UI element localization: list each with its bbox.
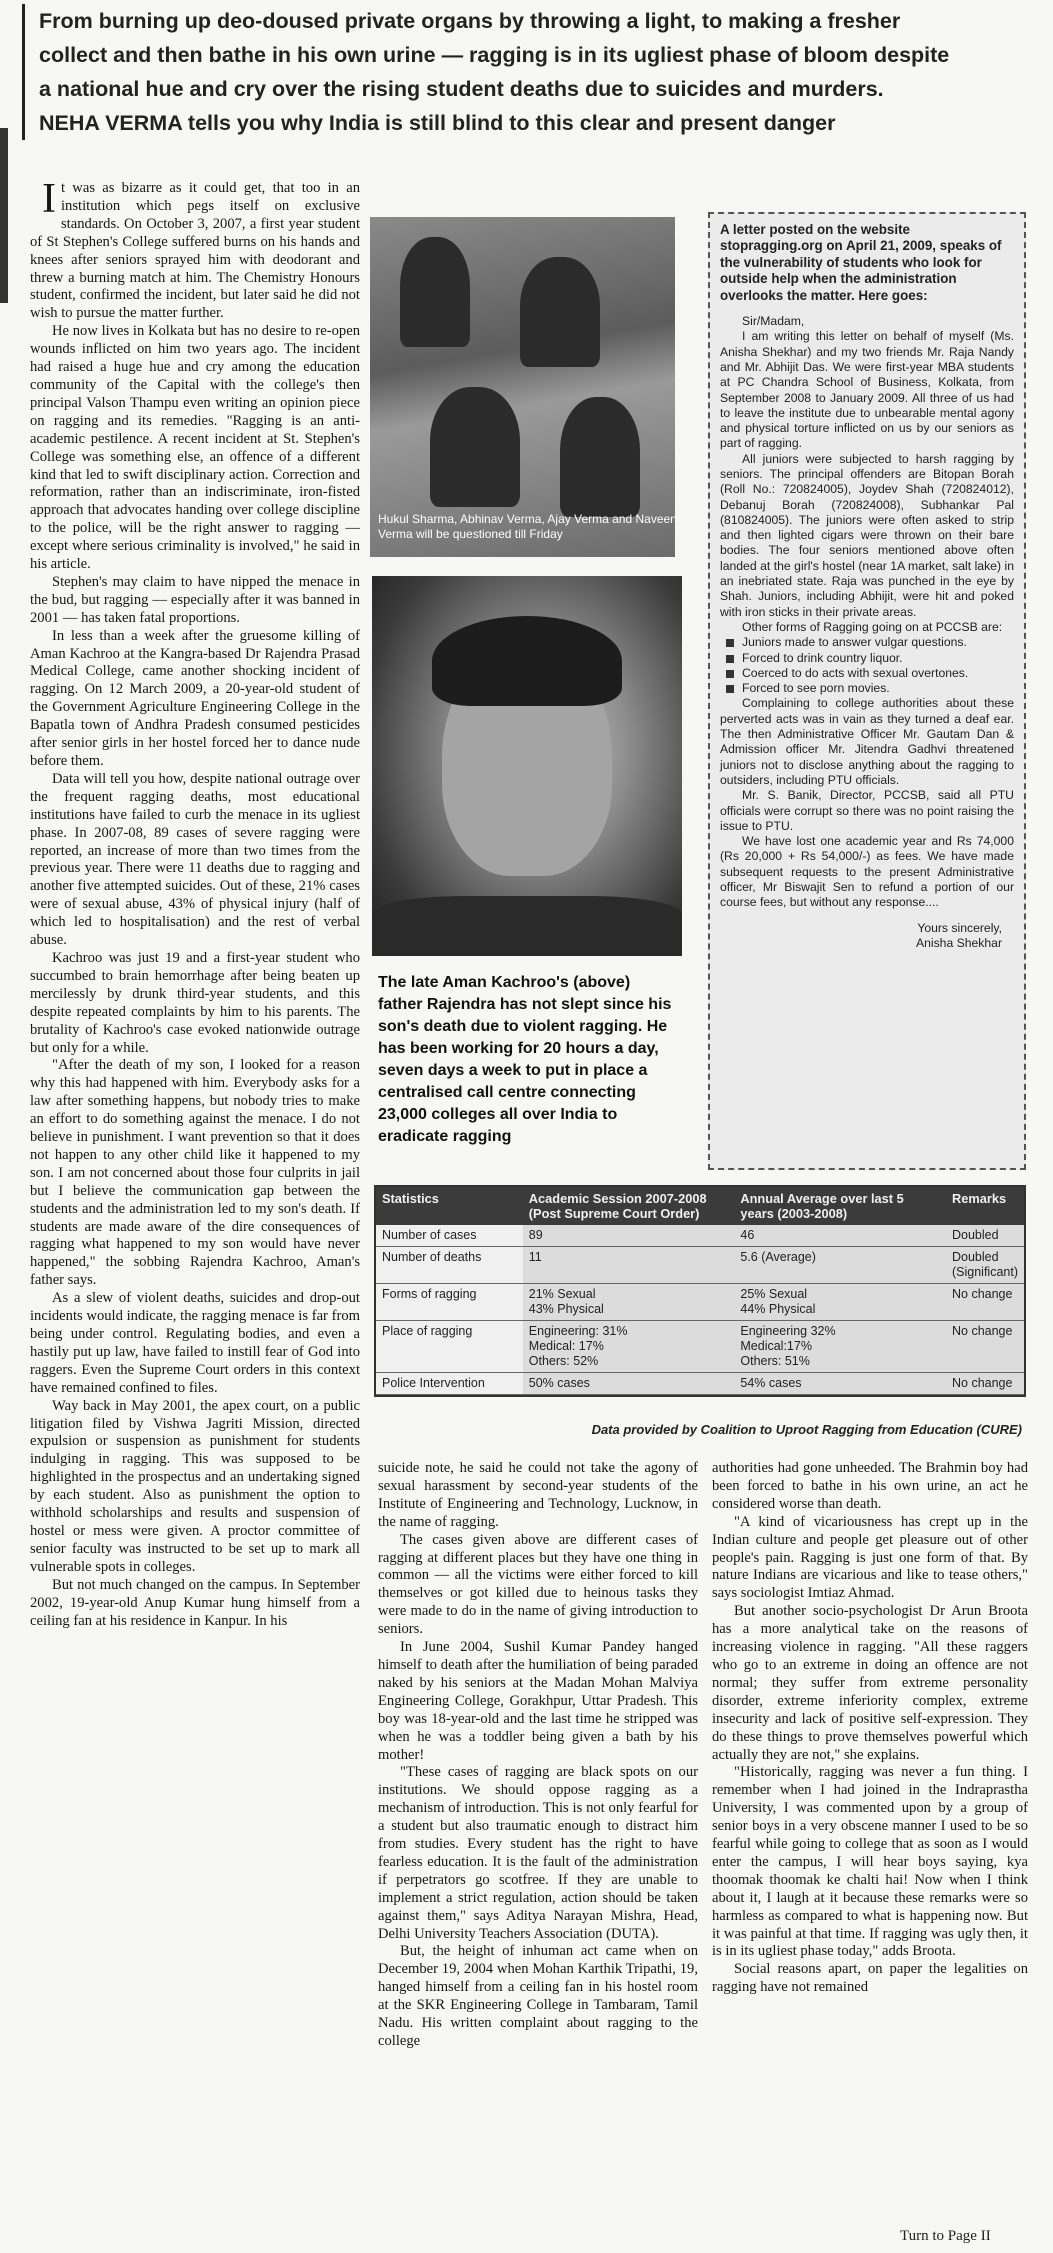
column-header: Remarks (946, 1187, 1024, 1225)
table-cell: No change (946, 1284, 1024, 1321)
article-paragraph: Stephen's may claim to have nipped the menace in the bud, but ragging — especially after it was banned in 2001 — has taken fatal proportions. (30, 573, 360, 626)
photo-figure (400, 237, 470, 347)
photo-figure (520, 257, 600, 367)
table-cell: 46 (734, 1225, 946, 1247)
table-cell: 25% Sexual 44% Physical (734, 1284, 946, 1321)
table-cell: Engineering: 31% Medical: 17% Others: 52% (523, 1321, 735, 1373)
letter-paragraph: We have lost one academic year and Rs 74,000 (Rs 20,000 + Rs 54,000/-) as fees. We have made subsequent requests to the present Administrative officer, Mr Biswajit Sen to refund a portion of our course fees, but without any response.... (720, 834, 1014, 910)
article-paragraph: But not much changed on the campus. In September 2002, 19-year-old Anup Kumar hung himself from a ceiling fan at his residence in Kanpur. In his (30, 1576, 360, 1629)
photo-shoulders (372, 896, 682, 956)
table-cell: 89 (523, 1225, 735, 1247)
article-column-2 (378, 1460, 698, 2240)
ragging-forms-list (720, 635, 1014, 696)
letter-salutation: Sir/Madam, (742, 314, 805, 329)
paragraph-text: t was as bizarre as it could get, that too in an institution which pegs itself on exclusive standards. On October 3, 2007, a first year student of St Stephen's College suffered burns on his hands and knees after seniors sprayed him with deodorant and threw a burning match at him. The Chemistry Honours student, confirmed the incident, but later said he did not wish to pursue the matter further. (30, 180, 360, 322)
letter-paragraph: All juniors were subjected to harsh ragging by seniors. The principal offenders are Bitopan Borah (Roll No.: 720824005), Joydev Shah (720824012), Debanuj Borah (720824008), Subhankar Pal (810824005). The juniors were often asked to strip and then lighted cigars were thrown on their bare bodies. The four seniors mentioned above often landed at the girl's hostel (near 1A market, salt lake) in an inebriated state. Raja was punched in the eye by Shah. Juniors, including Abhijit, were hit and poked with iron sticks in their private areas. (720, 451, 1014, 619)
letter-closing: Yours sincerely, (917, 920, 1002, 935)
photo-hair (432, 616, 622, 706)
letter-paragraph: Mr. S. Banik, Director, PCCSB, said all PTU officials were corrupt so there was no point raising the issue to PTU. (720, 788, 1014, 833)
table-row (376, 1321, 1024, 1373)
table-source-note: Data provided by Coalition to Uproot Ragging from Education (CURE) (591, 1422, 1022, 1437)
statistics-table (374, 1185, 1026, 1397)
list-item: Coerced to do acts with sexual overtones. (742, 666, 1014, 681)
photo-figure (430, 387, 520, 507)
intro-line: a national hue and cry over the rising student deaths due to suicides and murders. (39, 77, 884, 101)
table-cell: 54% cases (734, 1373, 946, 1395)
list-item: Forced to see porn movies. (742, 681, 1014, 696)
column-header: Academic Session 2007-2008 (Post Supreme Court Order) (523, 1187, 735, 1225)
row-label-cell: Number of deaths (376, 1247, 523, 1284)
row-label-cell: Police Intervention (376, 1373, 523, 1395)
letter-signature: Anisha Shekhar (915, 935, 1002, 950)
column-header: Annual Average over last 5 years (2003-2008) (734, 1187, 946, 1225)
article-paragraph: "A kind of vicariousness has crept up in the Indian culture and people get pleasure out of other people's pain. Ragging is just one form of that. By nature Indians are vicarious and like to tease others," says sociologist Imtiaz Ahmad. (712, 1513, 1028, 1602)
article-paragraph: Data will tell you how, despite national outrage over the frequent ragging deaths, most educational institutions have failed to curb the menace in its ugliest phase. In 2007-08, 89 cases of severe ragging were reported, an increase of more than two times from the previous year. There were 11 deaths due to ragging and another five attempted suicides. Out of these, 21% cases were of sexual abuse, 43% of physical injury (half of which led to hospitalisation) and the rest of verbal abuse. (30, 770, 360, 949)
letter-heading: A letter posted on the website stopragging.org on April 21, 2009, speaks of the vulnerability of students who look for outside help when the administration overlooks the matter. Here goes: (720, 222, 1002, 303)
photo2-caption: The late Aman Kachroo's (above) father Rajendra has not slept since his son's death due to violent ragging. He has been working for 20 hours a day, seven days a week to put in place a centralised call centre connecting 23,000 colleges all over India to eradicate ragging (378, 974, 672, 1145)
continuation-note: Turn to Page II (900, 2228, 991, 2244)
table-cell: 11 (523, 1247, 735, 1284)
row-label-cell: Number of cases (376, 1225, 523, 1247)
article-paragraph: Social reasons apart, on paper the legalities on ragging have not remained (712, 1961, 1028, 1996)
article-paragraph: "These cases of ragging are black spots on our institutions. We should oppose ragging as a mechanism of introduction. This is not only fearful for a student but also traumatic enough to distract him from studies. Every student has the right to have fearless education. It is the fault of the administration if perpetrators go scotfree. If they are unable to implement a strict regulation, action should be taken against them," says Aditya Narayan Mishra, Head, Delhi University Teachers Association (DUTA). (378, 1764, 698, 1942)
letter-paragraph: Complaining to college authorities about these perverted acts was in vain as they turned a deaf ear. The then Administrative Officer Mr. Gautam Dan & Admission officer Mr. Jitendra Gadhvi threatened juniors not to disclose anything about the ragging to outsiders, including PTU officials. (720, 696, 1014, 787)
list-item: Forced to drink country liquor. (742, 651, 1014, 666)
table-cell: Doubled (Significant) (946, 1247, 1024, 1284)
intro-line: collect and then bathe in his own urine — ragging is in its ugliest phase of bloom despite (39, 43, 950, 67)
article-paragraph (30, 180, 360, 323)
aman-kachroo-photo (372, 576, 682, 956)
table-row (376, 1247, 1024, 1284)
intro-line: From burning up deo-doused private organs by throwing a light, to making a fresher (39, 9, 901, 33)
article-paragraph: In June 2004, Sushil Kumar Pandey hanged himself to death after the humiliation of being paraded naked by his seniors at the Madan Mohan Malviya Engineering College, Gorakhpur, Uttar Pradesh. This boy was 18-year-old and the last time he stripped was when he was a toddler being given a bath by his mother! (378, 1639, 698, 1763)
article-paragraph: suicide note, he said he could not take the agony of sexual harassment by second-year students of the Institute of Engineering and Technology, Lucknow, in the name of ragging. (378, 1460, 698, 1530)
intro-line-byline: NEHA VERMA tells you why India is still blind to this clear and present danger (39, 111, 836, 135)
row-label-cell: Place of ragging (376, 1321, 523, 1373)
article-column-1 (30, 180, 360, 2230)
table-cell: 21% Sexual 43% Physical (523, 1284, 735, 1321)
list-item: Juniors made to answer vulgar questions. (742, 635, 1014, 650)
photo-figure (560, 397, 640, 517)
article-paragraph: But another socio-psychologist Dr Arun Broota has a more analytical take on the reasons of increasing violence in ragging. "All these raggers who go to an extreme in doing an offence are not normal; they suffer from extreme personality disorder, extreme inferiority complex, extreme insecurity and lack of positive self-expression. They do these things to prove themselves powerful which actually they are not," she explains. (712, 1603, 1028, 1763)
table-cell: 5.6 (Average) (734, 1247, 946, 1284)
article-paragraph: He now lives in Kolkata but has no desire to re-open wounds inflicted on him two years ago. The incident had raised a huge hue and cry among the education community of the Capital with the college's then principal Valson Thampu even writing an opinion piece on ragging and its remedies. "Ragging is an anti-academic pestilence. A recent incident at St. Stephen's College was something else, an offence of a different kind that led to swift disciplinary action. Correction and reformation, rather than an indiscriminate, iron-fisted approach that advocates handing over college discipline to the police, will be the right answer to ragging — except where serious criminality is involved," he said in his article. (30, 323, 360, 573)
table-row (376, 1225, 1024, 1247)
article-paragraph: Way back in May 2001, the apex court, on a public litigation filed by Vishwa Jagriti Mission, directed expulsion or suspension as punishment for students indulging in ragging. This was supposed to be highlighted in the prospectus and an undertaking signed by each student. Also as punishment the option to withhold scholarships and results and suspension of hostel or mess were given. A proctor committee of senior faculty was instructed to be set up to mark all vulnerable spots in colleges. (30, 1397, 360, 1575)
article-paragraph: authorities had gone unheeded. The Brahmin boy had been forced to bathe in his own urine, an act he considered worse than death. (712, 1460, 1028, 1512)
article-paragraph: The cases given above are different cases of ragging at different places but they have one thing in common — all the victims were either forced to kill themselves or got killed due to heinous tasks they were made to do in the name of giving introduction to seniors. (378, 1531, 698, 1638)
article-column-3 (712, 1460, 1028, 2218)
article-paragraph: In less than a week after the gruesome killing of Aman Kachroo at the Kangra-based Dr Rajendra Prasad Medical College, came another shocking incident of ragging. On 12 March 2009, a 20-year-old student of the Government Agriculture Engineering College in the Bapatla town of Andhra Pradesh consumed pesticides after senior girls in her hostel forced her to dance nude before them. (30, 627, 360, 769)
article-paragraph: But, the height of inhuman act came when on December 19, 2004 when Mohan Karthik Tripathi, 19, hanged himself from a ceiling fan in his hostel room at the SKR Engineering College in Tambaram, Tamil Nadu. His written complaint about ragging to the college (378, 1943, 698, 2049)
table-cell: 50% cases (523, 1373, 735, 1395)
suspects-photo (370, 217, 675, 557)
letter-paragraph: Other forms of Ragging going on at PCCSB are: (742, 619, 1003, 634)
column-header: Statistics (376, 1187, 523, 1225)
table-cell: No change (946, 1321, 1024, 1373)
article-paragraph: "Historically, ragging was never a fun thing. I remember when I had joined in the Indraprastha University, I was commented upon by a group of senior boys in a very obscene manner I used to be so fearful while going to college that as soon as I would enter the campus, I will hear boys saying, kya thoomak thoomak ke chalti hai! Now when I think about it, I laugh at it because these remarks were so harmless as compared to what is happening now. But it was painful at that time. If ragging was ugly then, it is in its ugliest phase today," adds Broota. (712, 1764, 1028, 1960)
article-paragraph: As a slew of violent deaths, suicides and drop-out incidents would indicate, the ragging menace is far from being under control. Regulating bodies, and even a hastily put up law, have failed to instill fear of God into raggers. Even the Supreme Court orders in this context have remained confined to files. (30, 1290, 360, 1396)
drop-cap: I (42, 180, 56, 222)
photo1-caption: Hukul Sharma, Abhinav Verma, Ajay Verma and Naveen Verma will be questioned till Friday (378, 512, 677, 541)
table-row (376, 1284, 1024, 1321)
margin-bar (0, 128, 8, 303)
table-cell: Doubled (946, 1225, 1024, 1247)
article-paragraph: "After the death of my son, I looked for a reason why this had happened with him. Everybody asks for a law after something happens, but nobody tries to make an effort to do something against the menace. I do not believe in punishment. I want prevention so that it does not happen to any other child like it happened to my son. I am not concerned about those four culprits in jail but I believe the communication gap between the students and the administration led to my son's death. If students are made aware of the dire consequences of ragging what happened to my son would have never happened," the sobbing Rajendra Kachroo, Aman's father says. (30, 1057, 360, 1289)
letter-sidebar (708, 212, 1026, 1170)
intro-deck (22, 4, 1044, 140)
row-label-cell: Forms of ragging (376, 1284, 523, 1321)
letter-paragraph: I am writing this letter on behalf of myself (Ms. Anisha Shekhar) and my two friends Mr. Raja Nandy and Mr. Abhijit Das. We were first-year MBA students at PC Chandra School of Business, Kolkata, from September 2008 to January 2009. All three of us had to leave the institute due to unbearable mental agony and physical torture inflicted on us by our seniors as part of ragging. (720, 329, 1014, 451)
table-cell: Engineering 32% Medical:17% Others: 51% (734, 1321, 946, 1373)
table-header-row (376, 1187, 1024, 1225)
table-row (376, 1373, 1024, 1395)
table-cell: No change (946, 1373, 1024, 1395)
article-paragraph: Kachroo was just 19 and a first-year student who succumbed to brain hemorrhage after being beaten up mercilessly by drunk third-year students, and this despite repeated complaints by him to his parents. The brutality of Kachroo's case evoked nationwide outrage but only for a while. (30, 949, 360, 1056)
